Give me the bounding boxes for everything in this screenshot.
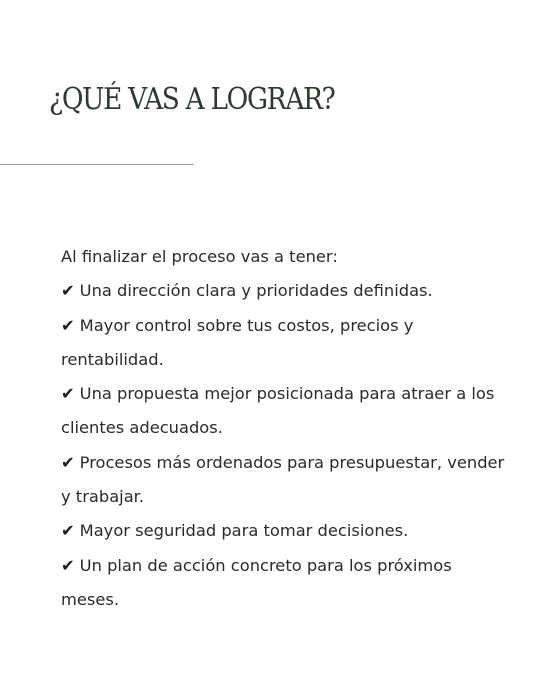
benefits-list [61,240,506,617]
list-item [61,377,506,446]
list-item-text: Mayor control sobre tus costos, precios y rentabilidad. [61,315,414,369]
check-icon: ✔ [61,281,75,301]
title-divider [0,164,194,165]
check-icon: ✔ [61,521,75,541]
check-icon: ✔ [61,452,75,472]
check-icon: ✔ [61,555,75,575]
list-item-text: Una dirección clara y prioridades definidas. [79,281,433,301]
list-item-text: Un plan de acción concreto para los próximos meses. [61,555,452,609]
page-title: ¿QUÉ VAS A LOGRAR? [49,82,335,117]
list-item [61,549,506,618]
list-item-text: Una propuesta mejor posicionada para atraer a los clientes adecuados. [61,384,495,438]
list-item-text: Procesos más ordenados para presupuestar, vender y trabajar. [61,452,505,507]
list-item [61,309,506,378]
check-icon: ✔ [61,315,75,335]
list-item [61,514,506,548]
intro-text: Al finalizar el proceso vas a tener: [61,247,338,266]
list-item-text: Mayor seguridad para tomar decisiones. [79,521,409,541]
list-item [61,446,506,515]
list-item [61,274,506,308]
check-icon: ✔ [61,384,75,404]
